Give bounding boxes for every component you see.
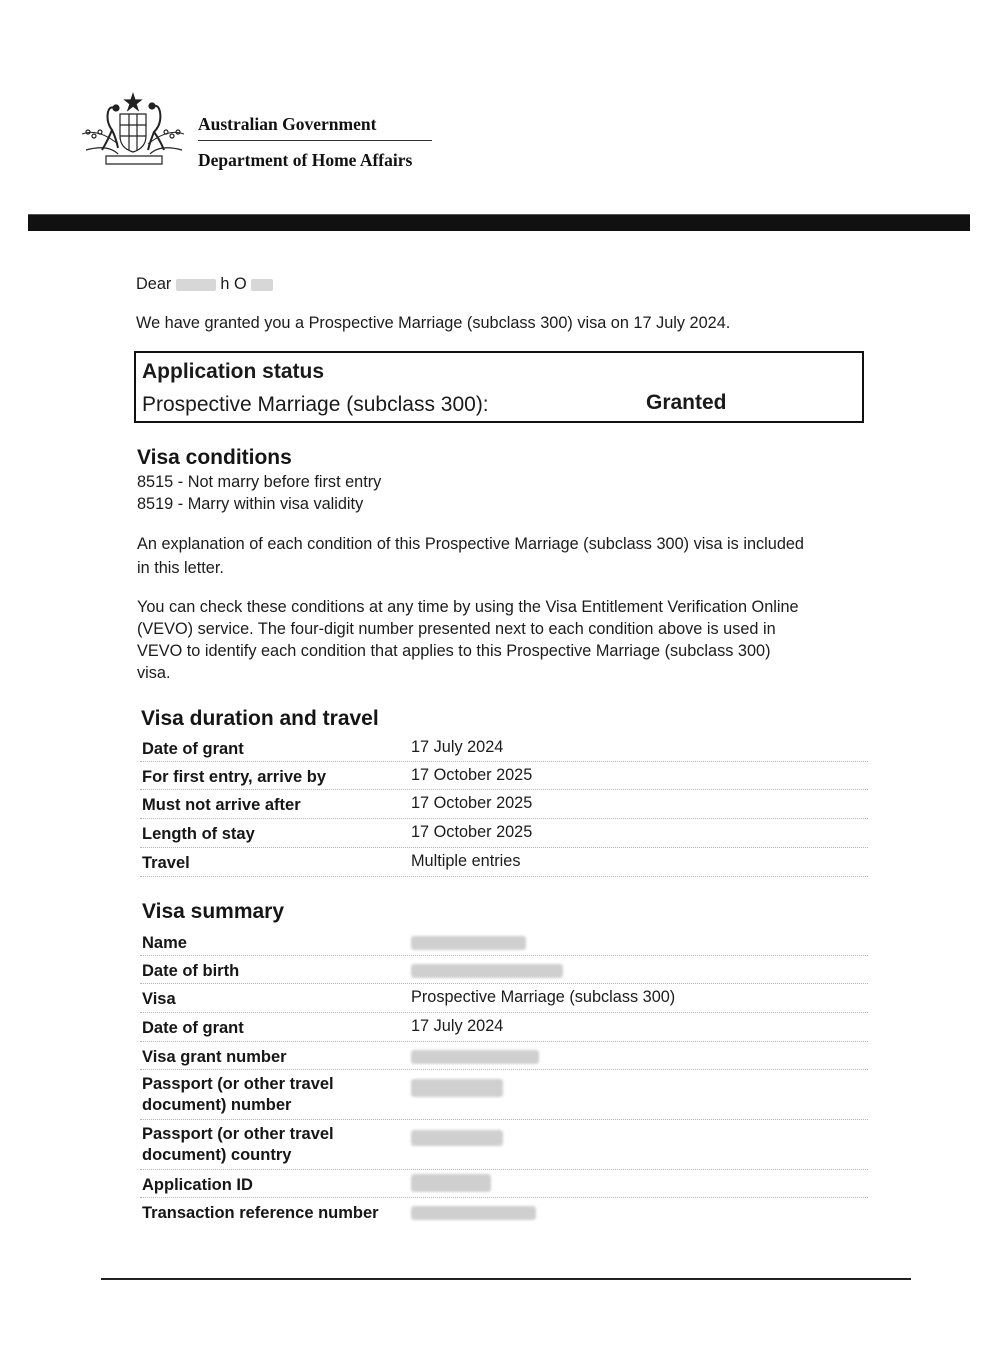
status-label: Prospective Marriage (subclass 300): (142, 393, 489, 416)
row-value (411, 961, 563, 980)
table-row (140, 984, 868, 1013)
salutation-visible: h O (220, 275, 247, 293)
redacted-text (411, 964, 563, 978)
row-label: For first entry, arrive by (142, 768, 327, 786)
row-label: Passport (or other travel document) number (142, 1075, 334, 1114)
row-value: 17 July 2024 (411, 738, 504, 756)
row-label: Date of birth (142, 962, 240, 980)
header-divider (198, 140, 432, 141)
row-label: Transaction reference number (142, 1204, 379, 1222)
duration-table (140, 734, 868, 877)
vevo-line: (VEVO) service. The four-digit number presented next to each condition above is used in (137, 620, 776, 638)
table-row (140, 928, 868, 956)
condition-item: 8519 - Marry within visa validity (137, 495, 364, 513)
table-row (140, 819, 868, 848)
row-label: Passport (or other travel document) country (142, 1125, 334, 1164)
department-name: Department of Home Affairs (198, 150, 413, 170)
redacted-text (176, 279, 216, 291)
table-row (140, 734, 868, 762)
table-row (140, 956, 868, 984)
application-status-box (134, 351, 864, 423)
coat-of-arms-icon (78, 92, 190, 174)
row-label: Must not arrive after (142, 796, 301, 814)
redacted-text (411, 1206, 536, 1220)
row-value: 17 October 2025 (411, 766, 533, 784)
row-value: 17 October 2025 (411, 794, 533, 812)
row-value (411, 1173, 491, 1192)
grant-intro: We have granted you a Prospective Marriage (subclass 300) visa on 17 July 2024. (136, 314, 731, 332)
redacted-text (411, 1174, 491, 1192)
duration-heading: Visa duration and travel (141, 707, 379, 730)
row-value: Prospective Marriage (subclass 300) (411, 988, 676, 1006)
redacted-text (411, 1079, 503, 1097)
row-value (411, 1078, 503, 1097)
row-value (411, 1203, 536, 1222)
summary-table (140, 928, 868, 1226)
table-row (140, 1170, 868, 1198)
table-row (140, 790, 868, 819)
header-banner (28, 214, 970, 231)
row-label: Date of grant (142, 1019, 244, 1037)
vevo-line: VEVO to identify each condition that applies to this Prospective Marriage (subclass 300) (137, 642, 771, 660)
row-value (411, 1047, 539, 1066)
status-badge: Granted (646, 391, 727, 414)
redacted-text (251, 279, 273, 291)
conditions-heading: Visa conditions (137, 446, 292, 469)
org-name: Australian Government (198, 114, 377, 134)
row-label: Date of grant (142, 740, 244, 758)
summary-heading: Visa summary (142, 900, 285, 923)
row-value (411, 1128, 503, 1147)
redacted-text (411, 1130, 503, 1146)
explanation-line: in this letter. (137, 559, 224, 577)
explanation-line: An explanation of each condition of this Prospective Marriage (subclass 300) visa is included (137, 535, 804, 553)
table-row (140, 1198, 868, 1226)
salutation (136, 275, 273, 294)
row-value: 17 July 2024 (411, 1017, 504, 1035)
redacted-text (411, 936, 526, 950)
table-row (140, 848, 868, 877)
row-label: Length of stay (142, 825, 255, 843)
table-row (140, 1042, 868, 1070)
footer-divider (101, 1278, 911, 1280)
condition-item: 8515 - Not marry before first entry (137, 473, 382, 491)
vevo-line: You can check these conditions at any time by using the Visa Entitlement Verification Online (137, 598, 799, 616)
table-row (140, 1013, 868, 1042)
row-label: Travel (142, 854, 190, 872)
row-label: Name (142, 934, 187, 952)
table-row (140, 1120, 868, 1170)
salutation-prefix: Dear (136, 275, 172, 293)
row-value: Multiple entries (411, 852, 521, 870)
status-title: Application status (142, 360, 325, 383)
row-label: Application ID (142, 1176, 253, 1194)
row-value (411, 933, 526, 952)
row-value: 17 October 2025 (411, 823, 533, 841)
row-label: Visa grant number (142, 1048, 287, 1066)
vevo-line: visa. (137, 664, 171, 682)
row-label: Visa (142, 990, 176, 1008)
table-row (140, 1070, 868, 1120)
table-row (140, 762, 868, 790)
redacted-text (411, 1050, 539, 1064)
